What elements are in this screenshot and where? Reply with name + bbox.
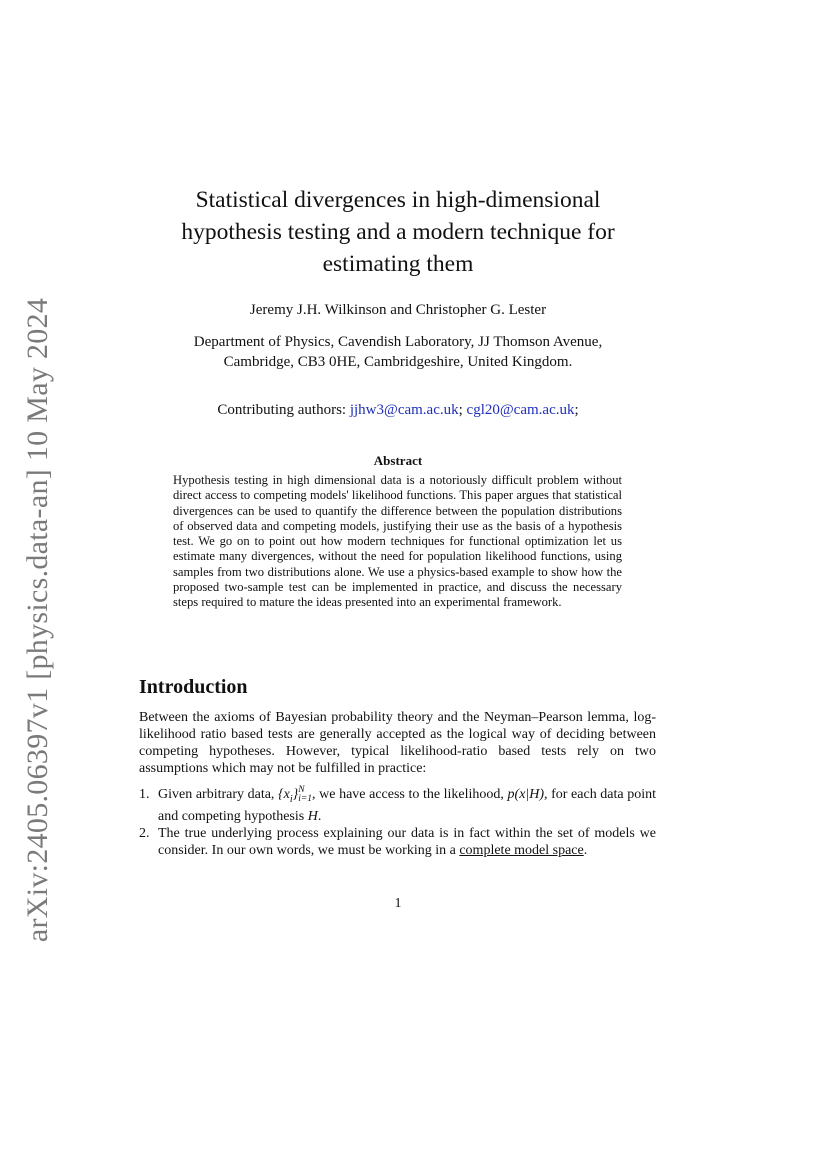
intro-paragraph: Between the axioms of Bayesian probability theory and the Neyman–Pearson lemma, log-likelihood ratio based tests are generally accepted as the logical way of deciding between competing hypotheses. However, typical likelihood-ratio based tests rely on two assumptions which may not be fulfilled in practice: [139, 710, 656, 776]
math-subscript: i [289, 794, 293, 806]
math-likelihood: p(x|H) [507, 787, 545, 803]
abstract-body: Hypothesis testing in high dimensional data is a notoriously difficult problem without direct access to competing models' likelihood functions. This paper argues that statistical divergences can be used to quantify the difference between the population distributions of observed data and competing models, justifying their use as the basis of a hypothesis test. We go on to point out how modern techniques for functional optimization let us estimate many divergences, without the need for population likelihood functions, using samples from two distributions alone. We use a physics-based example to show how the proposed two-sample test can be implemented in practice, and discuss the necessary steps required to mature the ideas presented into an experimental framework. [173, 473, 622, 610]
text-run: Given arbitrary data, [158, 787, 279, 803]
math-limits [298, 786, 312, 804]
title-line: Statistical divergences in high-dimensional [195, 187, 601, 213]
text-run: . [583, 843, 588, 859]
complete-model-space-link[interactable]: complete model space [459, 843, 584, 859]
email-separator: ; [458, 402, 463, 418]
arxiv-identifier: arXiv:2405.06397v1 [physics.data-an] 10 May 2024 [21, 297, 55, 943]
paper-title [140, 184, 656, 280]
email-terminator: ; [574, 402, 579, 418]
list-item-text [158, 825, 656, 859]
list-number: 2. [139, 826, 150, 842]
text-run: . [317, 809, 322, 825]
title-line: estimating them [322, 251, 474, 277]
affiliation-line: Department of Physics, Cavendish Laboratory, JJ Thomson Avenue, [193, 334, 603, 350]
text-run: The true underlying process explaining our data is in fact within the set of models we consider. In our own words, we must be working in a [158, 826, 656, 859]
math-superscript: N [298, 785, 305, 795]
list-item-text [158, 786, 656, 825]
email-link-jjhw3[interactable]: jjhw3@cam.ac.uk [349, 402, 459, 418]
contributing-authors [140, 402, 656, 419]
assumption-list [139, 786, 656, 859]
abstract-heading: Abstract [373, 453, 423, 468]
list-item [139, 825, 656, 859]
math-set [278, 787, 299, 806]
list-item [139, 786, 656, 825]
math-lower-index: i=1 [298, 794, 313, 804]
author-list: Jeremy J.H. Wilkinson and Christopher G. Lester [249, 302, 547, 318]
list-number: 1. [139, 787, 150, 802]
title-line: hypothesis testing and a modern technique for [181, 219, 615, 245]
affiliation-line: Cambridge, CB3 0HE, Cambridgeshire, United Kingdom. [223, 354, 573, 370]
math-text: {x [278, 787, 290, 803]
section-heading-introduction: Introduction [139, 676, 248, 698]
text-run: , we have access to the likelihood, [312, 787, 508, 803]
math-hypothesis: H [307, 809, 318, 825]
page-number: 1 [394, 896, 402, 911]
affiliation [140, 332, 656, 372]
email-link-cgl20[interactable]: cgl20@cam.ac.uk [466, 402, 575, 418]
contributing-label: Contributing authors: [217, 402, 347, 418]
math-text: } [292, 787, 299, 803]
arxiv-sidebar-stamp [14, 297, 62, 943]
text-run: , for each data point and competing hypothesis [158, 787, 656, 825]
